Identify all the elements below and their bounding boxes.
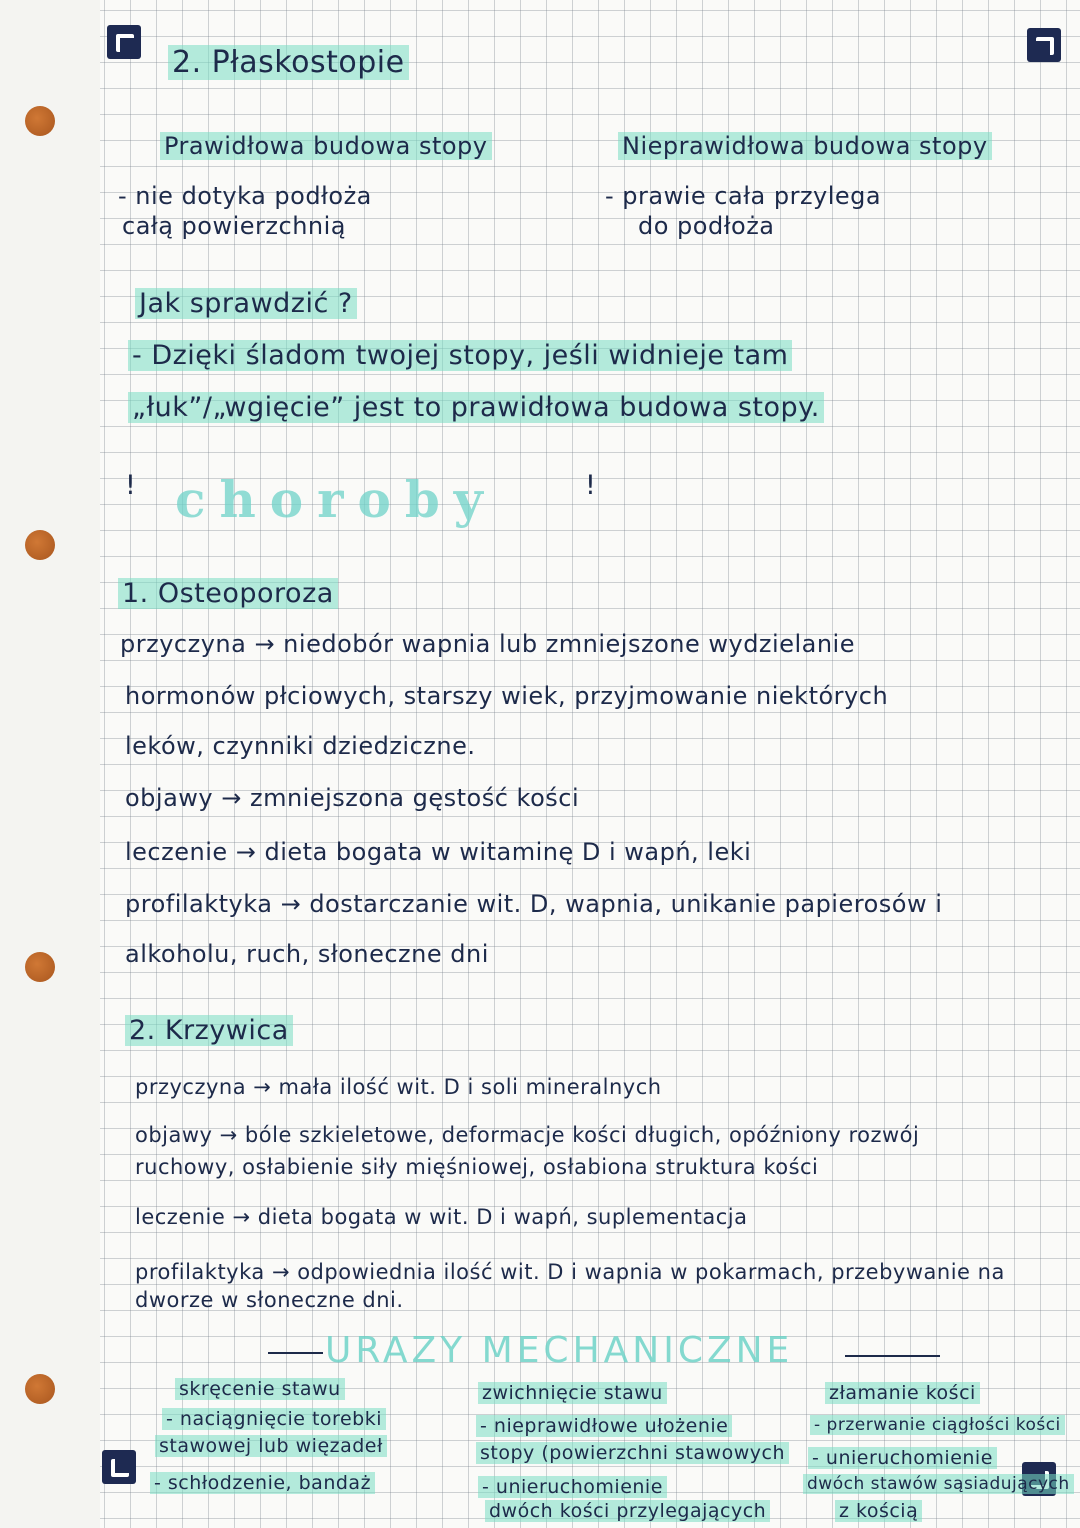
uraz-col2-line: zwichnięcie stawu xyxy=(478,1382,667,1404)
question: Jak sprawdzić ? xyxy=(135,288,357,319)
uraz-col2-line: dwóch kości przylegających xyxy=(485,1500,770,1522)
left-heading: Prawidłowa budowa stopy xyxy=(160,132,492,160)
krzywica-line: dworze w słoneczne dni. xyxy=(135,1288,404,1312)
osteoporoza-line: leczenie → dieta bogata w witaminę D i wapń, leki xyxy=(125,838,752,866)
right-heading: Nieprawidłowa budowa stopy xyxy=(618,132,992,160)
krzywica-line: ruchowy, osłabienie siły mięśniowej, osłabiona struktura kości xyxy=(135,1155,819,1179)
corner-marker-icon xyxy=(1027,28,1061,62)
uraz-col2-line: stopy (powierzchni stawowych xyxy=(476,1442,789,1464)
uraz-col1-line: - schłodzenie, bandaż xyxy=(150,1472,375,1494)
page-title: 2. Płaskostopie xyxy=(168,45,409,80)
osteoporoza-line: leków, czynniki dziedziczne. xyxy=(125,732,476,760)
krzywica-line: profilaktyka → odpowiednia ilość wit. D i wapnia w pokarmach, przebywanie na xyxy=(135,1260,1005,1284)
uraz-col2-line: - unieruchomienie xyxy=(478,1476,667,1498)
uraz-col3-line: złamanie kości xyxy=(825,1382,980,1404)
osteoporoza-line: alkoholu, ruch, słoneczne dni xyxy=(125,940,489,968)
answer-line: „łuk”/„wgięcie” jest to prawidłowa budowa stopy. xyxy=(128,392,824,423)
right-line: - prawie cała przylega xyxy=(605,182,882,210)
uraz-col1-line: stawowej lub więzadeł xyxy=(155,1435,387,1457)
krzywica-line: objawy → bóle szkieletowe, deformacje kości długich, opóźniony rozwój xyxy=(135,1123,920,1147)
osteoporoza-line: objawy → zmniejszona gęstość kości xyxy=(125,784,580,812)
uraz-col1-line: skręcenie stawu xyxy=(175,1378,345,1400)
osteoporoza-heading: 1. Osteoporoza xyxy=(118,578,338,609)
corner-marker-icon xyxy=(102,1450,136,1484)
osteoporoza-line: przyczyna → niedobór wapnia lub zmniejszone wydzielanie xyxy=(120,630,855,658)
urazy-heading: URAZY MECHANICZNE xyxy=(325,1330,794,1371)
uraz-col3-line: dwóch stawów sąsiadujących xyxy=(803,1474,1074,1494)
divider xyxy=(845,1355,940,1357)
binder-hole xyxy=(25,106,55,136)
osteoporoza-line: profilaktyka → dostarczanie wit. D, wapnia, unikanie papierosów i xyxy=(125,890,943,918)
binder-hole xyxy=(25,1374,55,1404)
left-line: - nie dotyka podłoża xyxy=(118,182,372,210)
left-line: całą powierzchnią xyxy=(122,212,346,240)
divider xyxy=(268,1352,323,1354)
answer-line: - Dzięki śladom twojej stopy, jeśli widnieje tam xyxy=(128,340,792,371)
uraz-col3-line: - unieruchomienie xyxy=(808,1447,997,1469)
uraz-col3-line: - przerwanie ciągłości kości xyxy=(810,1415,1065,1435)
binder-hole xyxy=(25,952,55,982)
osteoporoza-line: hormonów płciowych, starszy wiek, przyjmowanie niektórych xyxy=(125,682,889,710)
krzywica-heading: 2. Krzywica xyxy=(125,1015,293,1046)
uraz-col1-line: - naciągnięcie torebki xyxy=(162,1408,386,1430)
section-heading-choroby: choroby xyxy=(175,470,497,529)
warning-mark-icon: ! xyxy=(585,470,597,501)
binder-hole xyxy=(25,530,55,560)
uraz-col3-line: z kością xyxy=(835,1500,922,1522)
uraz-col2-line: - nieprawidłowe ułożenie xyxy=(476,1415,732,1437)
krzywica-line: przyczyna → mała ilość wit. D i soli mineralnych xyxy=(135,1075,662,1099)
right-line: do podłoża xyxy=(638,212,775,240)
warning-mark-icon: ! xyxy=(125,470,137,501)
corner-marker-icon xyxy=(107,25,141,59)
krzywica-line: leczenie → dieta bogata w wit. D i wapń, suplementacja xyxy=(135,1205,748,1229)
